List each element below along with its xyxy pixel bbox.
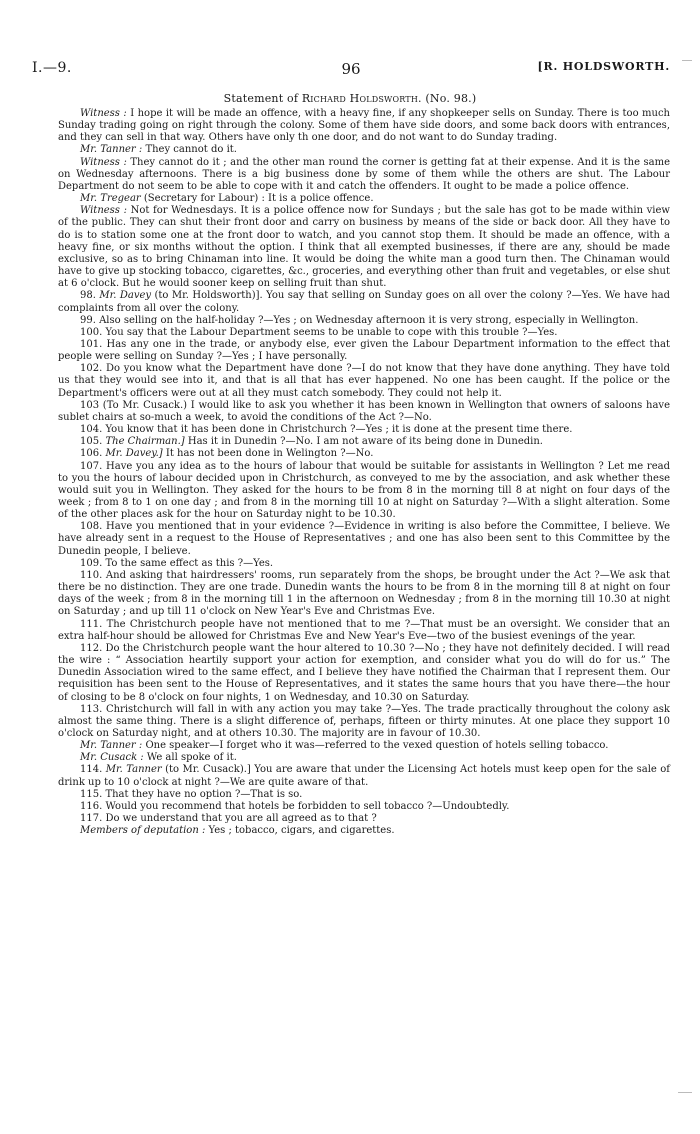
paragraph-text: 102. Do you know what the Department have done ?—I do not know that they have done anything. They have told us that they would see into it, and that is all that has ever happened. No one has been caught. If the police or the Department's officers were out at all they must catch somebody. They could not help it.: [58, 363, 670, 399]
paragraph-text: 107. Have you any idea as to the hours of labour that would be suitable for assistants in Wellington ? Let me read to you the hours of labour decided upon in Christchurch, as conveyed to me by the association, and ask whether these would suit you in Wellington. They asked for the hours to be from 8 in the morning till 8 at night on four days of the week ; from 8 to 1 on one day ; and from 8 in the morning till 10 at night on Saturday ?—With a slight alteration. Some of the other places ask for the hour on Saturday night to be 10.30.: [58, 460, 670, 521]
speaker-label: Mr. Tanner: [105, 764, 162, 776]
speaker-label: Mr. Cusack :: [80, 752, 144, 764]
testimony-paragraph: [58, 619, 670, 643]
paragraph-text: 103 (To Mr. Cusack.) I would like to ask you whether it has been known in Wellington that owners of saloons have sublet chairs at so-much a week, to avoid the conditions of the Act ?—No.: [58, 399, 670, 423]
testimony-paragraph: [58, 424, 670, 436]
testimony-paragraph: [58, 704, 670, 740]
question-number: 114.: [80, 764, 106, 776]
scan-margin-mark: [682, 60, 692, 61]
testimony-paragraph: [58, 521, 670, 557]
speaker-label: Mr. Davey: [99, 290, 152, 302]
paragraph-text: 104. You know that it has been done in Christchurch ?—Yes ; it is done at the present time there.: [80, 424, 573, 436]
speaker-label: Witness :: [80, 108, 127, 119]
paragraph-text: We all spoke of it.: [143, 752, 237, 764]
speaker-label: Mr. Davey.]: [105, 448, 163, 460]
paragraph-text: Yes ; tobacco, cigars, and cigarettes.: [205, 825, 395, 837]
scan-margin-mark: [678, 1092, 692, 1093]
testimony-paragraph: [58, 327, 670, 339]
testimony-paragraph: [58, 205, 670, 290]
paragraph-text: 111. The Christchurch people have not mentioned that to me ?—That must be an oversight. We consider that an extra half-hour should be allowed for Christmas Eve and New Year's Eve—two of the busiest evenings of the year.: [58, 618, 670, 642]
testimony-body: [58, 108, 670, 837]
paragraph-text: They cannot do it.: [142, 144, 237, 156]
paragraph-text: I hope it will be made an offence, with a heavy fine, if any shopkeeper sells on Sunday. There is too much Sunday trading going on right through the colony. Some of them have side doors, and some back doors with entrances, and they can sell in that way. Others have only th one door, and do not want to do Sunday trading.: [58, 108, 670, 144]
testimony-paragraph: [58, 461, 670, 522]
testimony-paragraph: [58, 363, 670, 399]
testimony-paragraph: [58, 290, 670, 314]
testimony-paragraph: [58, 801, 670, 813]
paragraph-text: 116. Would you recommend that hotels be forbidden to sell tobacco ?—Undoubtedly.: [80, 800, 510, 812]
parliamentary-paper-ref: I.—9.: [32, 60, 72, 76]
question-number: 105.: [80, 436, 106, 448]
testimony-paragraph: [58, 193, 670, 205]
testimony-paragraph: [58, 400, 670, 424]
paragraph-text: 109. To the same effect as this ?—Yes.: [80, 557, 274, 569]
speaker-label: Members of deputation :: [80, 825, 206, 837]
speaker-label: Mr. Tregear: [80, 193, 141, 205]
paragraph-text: 100. You say that the Labour Department seems to be unable to cope with this trouble ?—Yes.: [80, 326, 558, 338]
page-number: 96: [341, 60, 361, 78]
testimony-paragraph: [58, 813, 670, 825]
testimony-paragraph: [58, 144, 670, 156]
question-number: 106.: [80, 448, 106, 460]
testimony-paragraph: [58, 448, 670, 460]
testimony-paragraph: [58, 157, 670, 193]
testimony-paragraph: [58, 825, 670, 837]
speaker-label: Mr. Tanner :: [80, 740, 143, 752]
testimony-paragraph: [58, 339, 670, 363]
running-head-witness: [R. HOLDSWORTH.: [537, 60, 670, 73]
testimony-paragraph: [58, 752, 670, 764]
speaker-label: Mr. Tanner :: [80, 144, 143, 156]
testimony-paragraph: [58, 108, 670, 144]
page-header: [32, 60, 670, 78]
paragraph-text: They cannot do it ; and the other man round the corner is getting fat at their expense. And it is the same on Wednesday afternoons. There is a big business done by some of them while the others are shut. The Labour Department do not seem to be able to cope with it and catch the offenders. It ought to be made a police offence.: [58, 156, 670, 192]
paragraph-text: 99. Also selling on the half-holiday ?—Yes ; on Wednesday afternoon it is very strong, especially in Wellington.: [80, 314, 639, 326]
paragraph-text: (to Mr. Cusack).] You are aware that under the Licensing Act hotels must keep open for the sale of drink up to 10 o'clock at night ?—We are quite aware of that.: [58, 764, 671, 788]
testimony-paragraph: [58, 789, 670, 801]
speaker-label: Witness :: [80, 156, 127, 168]
testimony-paragraph: [58, 764, 670, 788]
paragraph-text: 115. That they have no option ?—That is so.: [80, 788, 303, 800]
testimony-paragraph: [58, 643, 670, 704]
testimony-paragraph: [58, 558, 670, 570]
paragraph-text: 101. Has any one in the trade, or anybody else, ever given the Labour Department information to the effect that people were selling on Sunday ?—Yes ; I have personally.: [58, 338, 670, 363]
speaker-label: Witness :: [80, 205, 127, 217]
paragraph-text: One speaker—I forget who it was—referred to the vexed question of hotels selling tobacco.: [142, 740, 609, 752]
paragraph-text: Not for Wednesdays. It is a police offence now for Sundays ; but the sale has got to be made within view of the public. They can shut their front door and carry on business by means of the side or back door. All they have to do is to station some one at the front door to watch, and you cannot stop them. It should be made an offence, with a heavy fine, or six months without the option. I think that all exempted businesses, if there are any, should be made exclusive, so as to bring Chinaman into line. It would be doing the white man a good turn then. The Chinaman would have to give up stocking tobacco, cigarettes, &c., groceries, and everything other than fruit and vegetables, or else shut at 6 o'clock. But he would sooner keep on selling fruit than shut.: [58, 205, 670, 290]
witness-name: Richard Holdsworth: [301, 92, 419, 105]
testimony-paragraph: [58, 315, 670, 327]
testimony-paragraph: [58, 570, 670, 619]
paragraph-text: (Secretary for Labour) : It is a police offence.: [140, 193, 374, 205]
paragraph-text: (to Mr. Holdsworth)]. You say that selling on Sunday goes on all over the colony ?—Yes. We have had complaints from all over the colony.: [58, 290, 671, 314]
paragraph-text: 110. And asking that hairdressers' rooms, run separately from the shops, be brought under the Act ?—We ask that there be no distinction. They are one trade. Dunedin wants the hours to be from 8 in the morning till 8 at night on four days of the week ; from 8 in the morning till 1 in the afternoon on Wednesday ; from 8 in the morning till 10.30 at night on Saturday ; and up till 11 o'clock on New Year's Eve and Christmas Eve.: [58, 569, 670, 618]
paragraph-text: 112. Do the Christchurch people want the hour altered to 10.30 ?—No ; they have not definitely decided. I will read the wire : “ Association heartily support your action for exemption, and consider what you do will do for us.” The Dunedin Association wired to the same effect, and I believe they have notified the Chairman that I represent them. Our requisition has been sent to the House of Representatives, and it states the same hours that you have there—the hour of closing to be 8 o'clock on four nights, 1 on Wednesday, and 10.30 on Saturday.: [58, 642, 670, 703]
testimony-paragraph: [58, 740, 670, 752]
speaker-label: The Chairman.]: [105, 436, 185, 448]
paragraph-text: It has not been done in Welington ?—No.: [162, 448, 374, 460]
paragraph-text: Has it in Dunedin ?—No. I am not aware of its being done in Dunedin.: [184, 436, 543, 448]
paragraph-text: 113. Christchurch will fall in with any action you may take ?—Yes. The trade practically throughout the colony ask almost the same thing. There is a slight difference of, perhaps, fifteen or thirty minutes. At one place they support 10 o'clock on Saturday night, and at others 10.30. The majority are in favour of 10.30.: [58, 703, 670, 739]
paragraph-text: 108. Have you mentioned that in your evidence ?—Evidence in writing is also before the Committee, I believe. We have already sent in a request to the House of Representatives ; and one has also been sent to this Committee by the Dunedin people, I believe.: [58, 521, 670, 557]
question-number: 98.: [80, 290, 100, 302]
statement-title: Statement of Richard Holdsworth. (No. 98.): [223, 92, 477, 105]
paragraph-text: 117. Do we understand that you are all agreed as to that ?: [80, 813, 377, 825]
testimony-paragraph: [58, 436, 670, 448]
